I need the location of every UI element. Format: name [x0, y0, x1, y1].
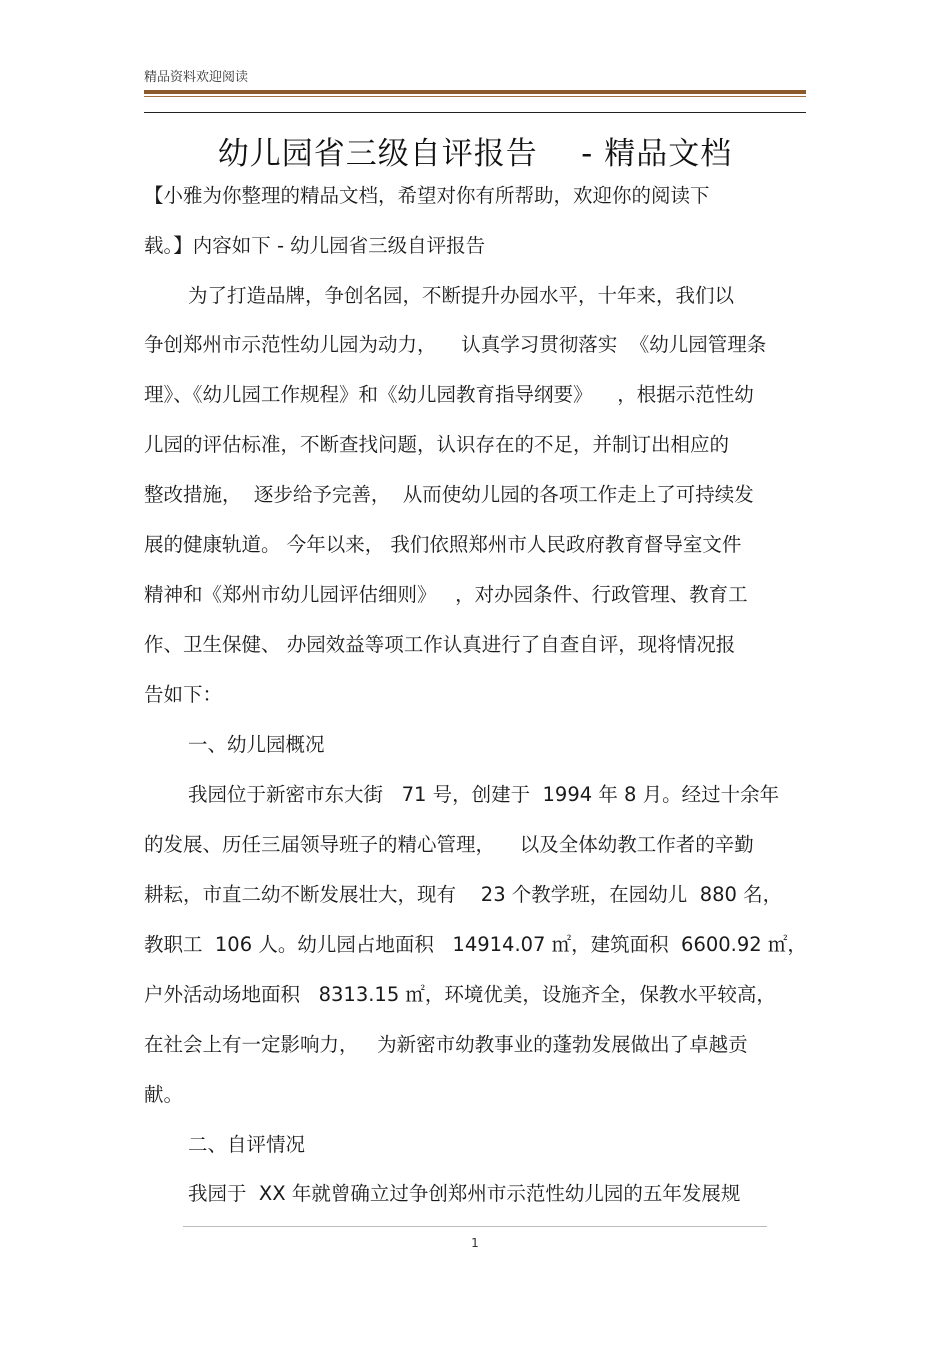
body-line: 献。: [144, 1083, 184, 1106]
body-line: 耕耘，市直二幼不断发展壮大，现有 23 个教学班，在园幼儿 880 名，: [144, 883, 783, 906]
body-line: 载。】内容如下 - 幼儿园省三级自评报告: [144, 234, 486, 257]
header-rule-thick: [144, 90, 806, 94]
body-line: 争创郑州市示范性幼儿园为动力， 认真学习贯彻落实 《幼儿园管理条: [144, 333, 767, 356]
body-line: 我园于 XX 年就曾确立过争创郑州市示范性幼儿园的五年发展规: [188, 1182, 741, 1205]
header-rule-black: [144, 112, 806, 113]
body-line: 告如下：: [144, 683, 223, 706]
section-heading: 一、幼儿园概况: [188, 733, 325, 756]
body-line: 我园位于新密市东大街 71 号，创建于 1994 年 8 月。经过十余年: [188, 783, 780, 806]
body-line: 理》、《幼儿园工作规程》和《幼儿园教育指导纲要》 ，根据示范性幼: [144, 383, 754, 406]
body-line: 整改措施， 逐步给予完善， 从而使幼儿园的各项工作走上了可持续发: [144, 483, 754, 506]
footer-rule: [183, 1226, 767, 1227]
document-title: 幼儿园省三级自评报告 - 精品文档: [217, 136, 733, 172]
body-line: 户外活动场地面积 8313.15 ㎡，环境优美，设施齐全，保教水平较高，: [144, 983, 776, 1006]
section-heading: 二、自评情况: [188, 1133, 306, 1156]
body-line: 的发展、历任三届领导班子的精心管理， 以及全体幼教工作者的辛勤: [144, 833, 754, 856]
body-line: 为了打造品牌，争创名园，不断提升办园水平，十年来，我们以: [188, 284, 735, 307]
body-line: 精神和《郑州市幼儿园评估细则》 ，对办园条件、行政管理、教育工: [144, 583, 748, 606]
header-rule-thin: [144, 96, 806, 97]
body-line: 教职工 106 人。幼儿园占地面积 14914.07 ㎡，建筑面积 6600.92 ㎡，: [144, 933, 807, 956]
page-header-text: 精品资料欢迎阅读: [144, 70, 249, 85]
page-number: 1: [471, 1236, 479, 1250]
body-line: 作、卫生保健、 办园效益等项工作认真进行了自查自评，现将情况报: [144, 633, 736, 656]
body-line: 儿园的评估标准，不断查找问题，认识存在的不足，并制订出相应的: [144, 433, 730, 456]
body-line: 在社会上有一定影响力， 为新密市幼教事业的蓬勃发展做出了卓越贡: [144, 1033, 748, 1056]
body-line: 【小雅为你整理的精品文档，希望对你有所帮助，欢迎你的阅读下: [144, 184, 710, 207]
body-line: 展的健康轨道。 今年以来， 我们依照郑州市人民政府教育督导室文件: [144, 533, 742, 556]
